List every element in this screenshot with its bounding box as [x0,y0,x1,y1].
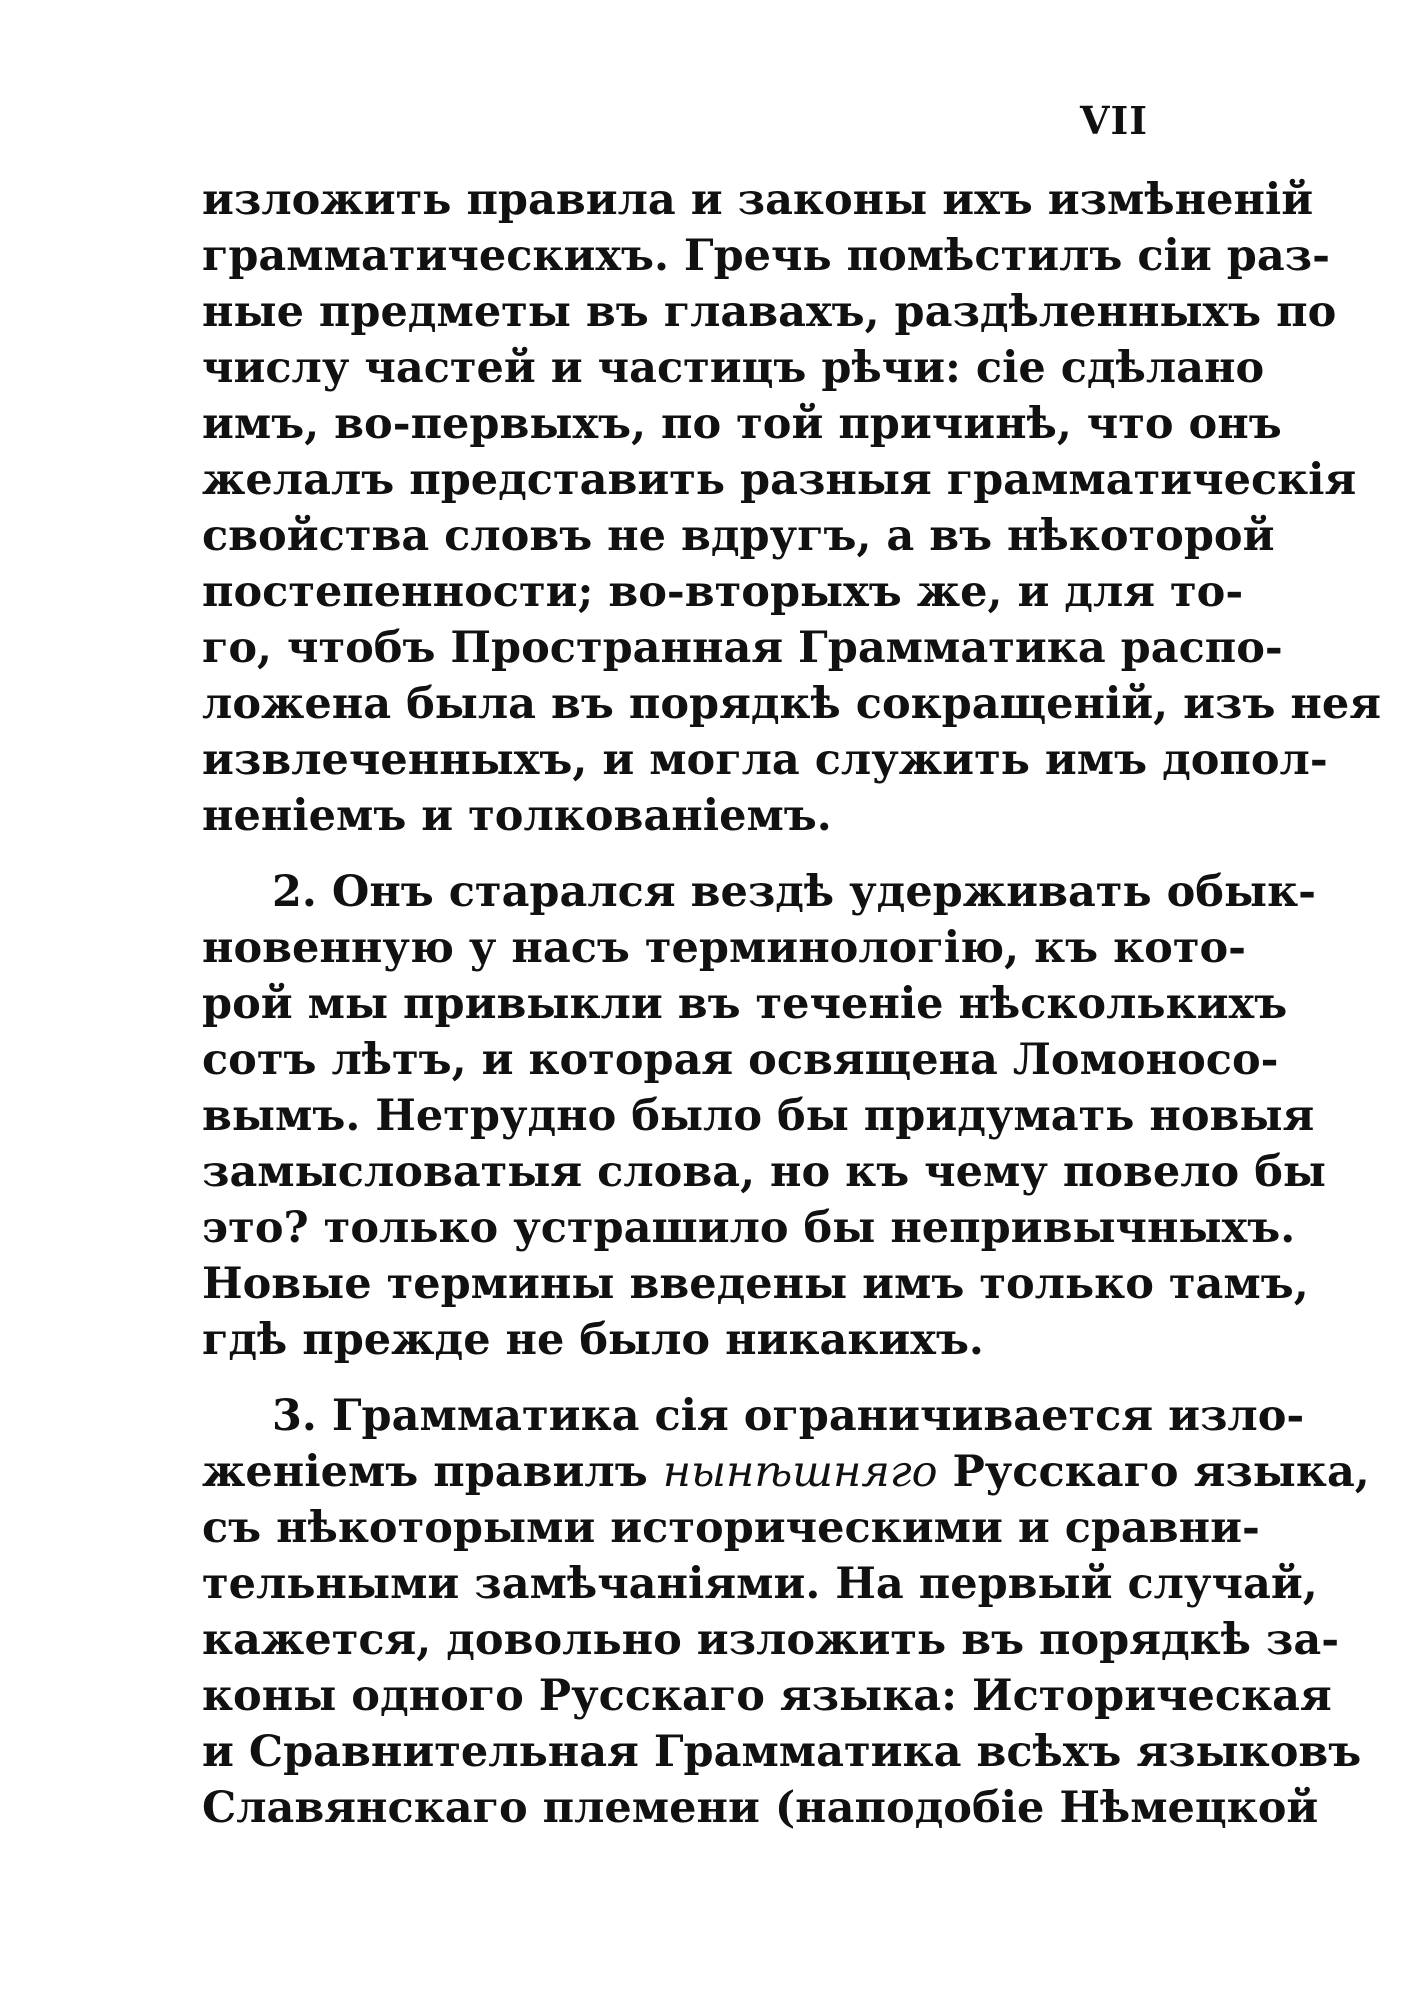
text-line: го, чтобъ Пространная Грамматика распо- [202,623,1283,673]
paragraph-3 [202,1388,1370,1836]
text-segment: Русскаго языка, [937,1447,1370,1497]
text-line: 2. Онъ старался вездѣ удерживать обык- [272,867,1316,917]
text-line: 3. Грамматика сія ограничивается изло- [272,1391,1305,1441]
paragraph-2 [202,864,1326,1368]
text-line: новенную у насъ терминологію, къ кото- [202,923,1246,973]
text-line: грамматическихъ. Гречь помѣстилъ сіи раз- [202,231,1330,281]
text-line: это? только устрашило бы непривычныхъ. [202,1203,1296,1253]
text-line [202,1444,1370,1500]
text-line: имъ, во-первыхъ, по той причинѣ, что онъ [202,399,1282,449]
text-line: извлеченныхъ, и могла служить имъ допол- [202,735,1328,785]
text-line: вымъ. Нетрудно было бы придумать новыя [202,1091,1315,1141]
text-line: ложена была въ порядкѣ сокращеній, изъ нея [202,679,1382,729]
text-line: гдѣ прежде не было никакихъ. [202,1315,984,1365]
text-line: кажется, довольно изложить въ порядкѣ за- [202,1615,1340,1665]
paragraph-gap [202,1368,1202,1388]
text-line: изложить правила и законы ихъ измѣненій [202,175,1314,225]
text-line: числу частей и частицъ рѣчи: сіе сдѣлано [202,343,1265,393]
text-line: тельными замѣчаніями. На первый случай, [202,1559,1318,1609]
text-line: и Сравнительная Грамматика всѣхъ языковъ [202,1727,1362,1777]
text-line: постепенности; во-вторыхъ же, и для то- [202,567,1244,617]
page-number: VII [1080,98,1149,143]
text-line: коны одного Русскаго языка: Историческая [202,1671,1332,1721]
text-line: съ нѣкоторыми историческими и сравни- [202,1503,1260,1553]
text-line: Славянскаго племени (наподобіе Нѣмецкой [202,1783,1319,1833]
text-segment: женіемъ правилъ [202,1447,663,1497]
text-line: Новые термины введены имъ только тамъ, [202,1259,1309,1309]
italic-word: нынѣшняго [662,1447,938,1497]
text-line: свойства словъ не вдругъ, а въ нѣкоторой [202,511,1275,561]
text-line: рой мы привыкли въ теченіе нѣсколькихъ [202,979,1288,1029]
text-line: замысловатыя слова, но къ чему повело бы [202,1147,1326,1197]
body-text [202,172,1382,1836]
paragraph-gap [202,844,1202,864]
text-line: сотъ лѣтъ, и которая освящена Ломоносо- [202,1035,1279,1085]
paragraph-1 [202,172,1382,844]
text-line: желалъ представить разныя грамматическія [202,455,1357,505]
text-line: неніемъ и толкованіемъ. [202,791,832,841]
text-line: ные предметы въ главахъ, раздѣленныхъ по [202,287,1337,337]
